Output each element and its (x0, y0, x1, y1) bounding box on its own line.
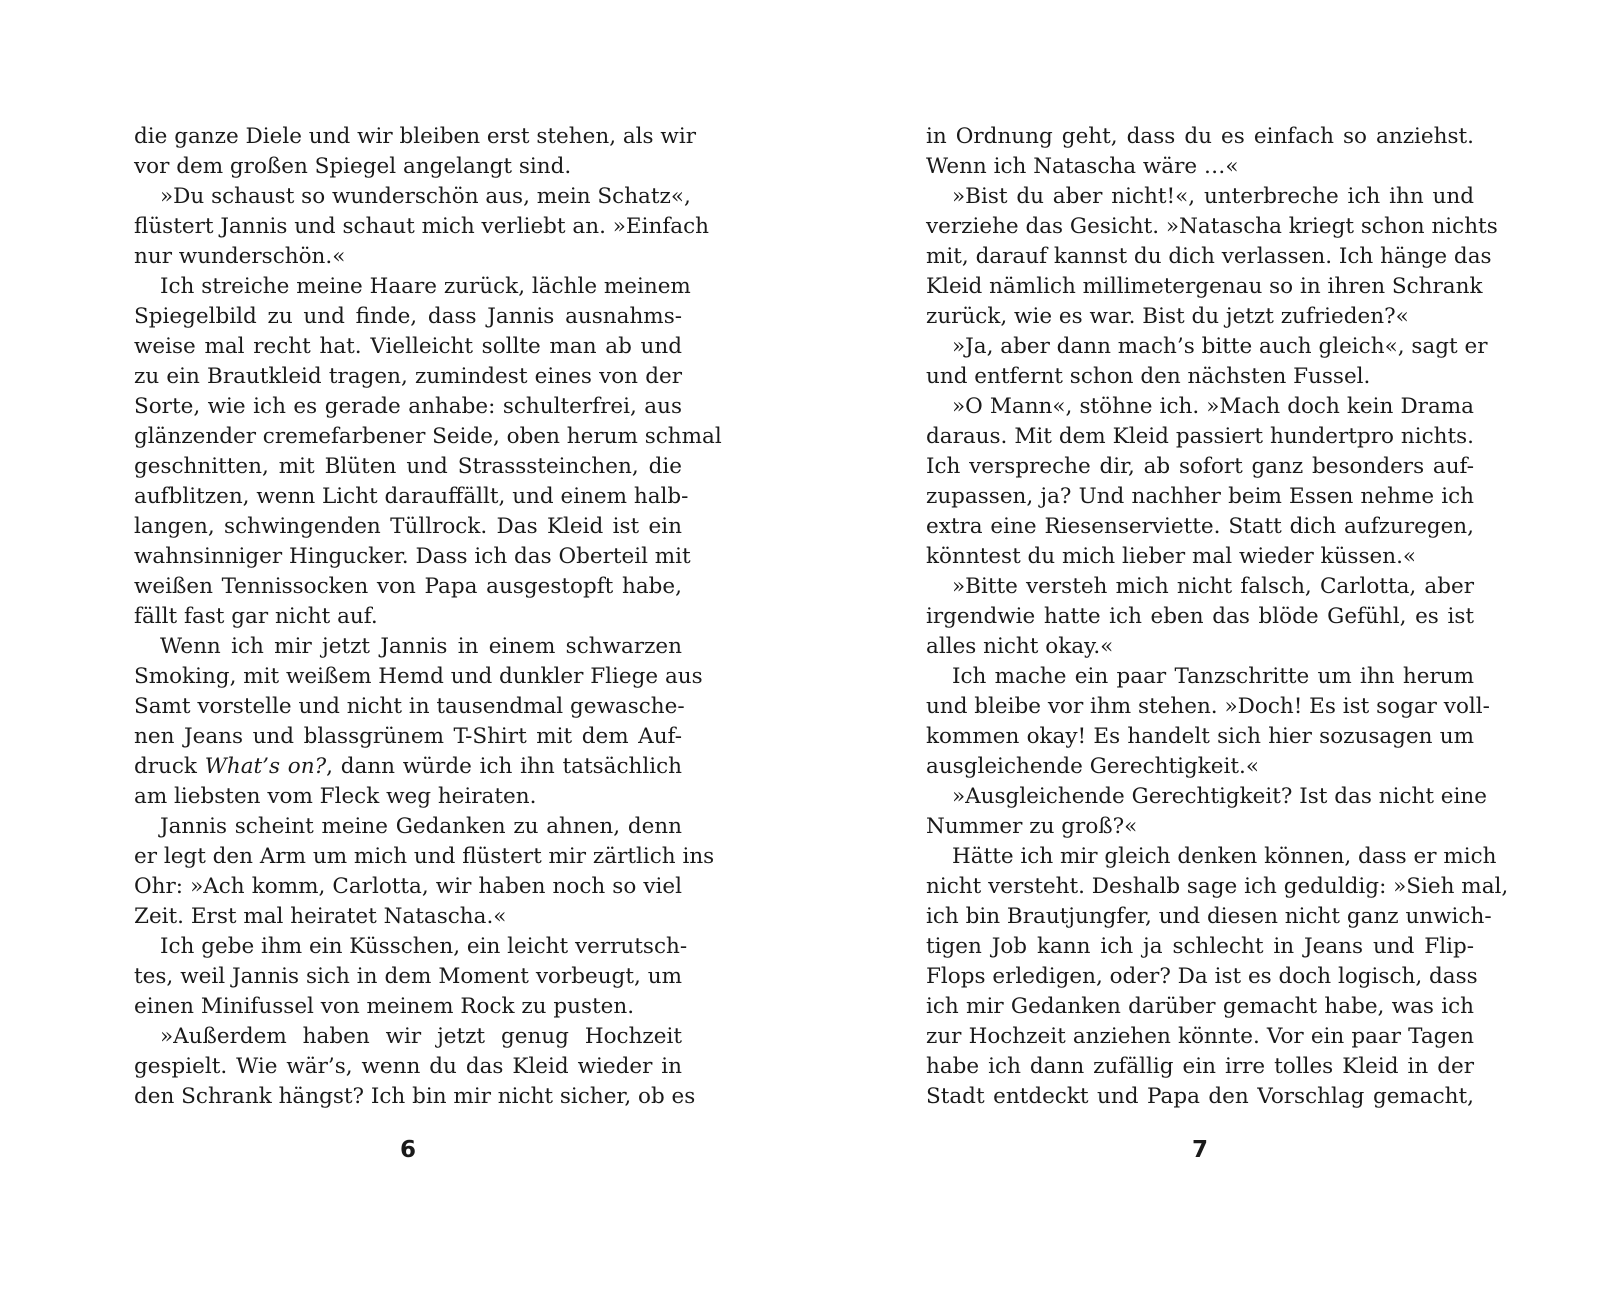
text-line (926, 782, 1487, 812)
text-line-content: nur wunderschön.« (134, 244, 346, 269)
text-line-content: und entfernt schon den nächsten Fussel. (926, 364, 1371, 389)
text-line (926, 1052, 1474, 1082)
text-line-content: Stadt entdeckt und Papa den Vorschlag gemacht, (926, 1084, 1474, 1109)
text-line (134, 182, 691, 212)
text-line-content: nicht versteht. Deshalb sage ich geduldig: »Sieh mal, (926, 874, 1509, 899)
text-line (926, 482, 1474, 512)
text-line-content: wahnsinniger Hingucker. Dass ich das Oberteil mit (134, 544, 691, 569)
text-line (134, 722, 682, 752)
text-line-content: Ohr: »Ach komm, Carlotta, wir haben noch so viel (134, 874, 682, 899)
text-line (134, 332, 682, 362)
text-line (926, 722, 1474, 752)
text-line-content: Samt vorstelle und nicht in tausendmal gewasche- (134, 694, 685, 719)
text-line (134, 362, 682, 392)
text-line (926, 752, 1474, 782)
text-line-content: die ganze Diele und wir bleiben erst stehen, als wir (134, 124, 696, 149)
text-line-content: Ich streiche meine Haare zurück, lächle meinem (160, 274, 691, 299)
text-line (926, 362, 1474, 392)
text-line-content: mit, darauf kannst du dich verlassen. Ich hänge das (926, 244, 1492, 269)
text-line-content: in Ordnung geht, dass du es einfach so anziehst. (926, 124, 1474, 149)
text-line-content: und bleibe vor ihm stehen. »Doch! Es ist sogar voll- (926, 694, 1490, 719)
text-line (926, 992, 1474, 1022)
text-line-content: Flops erledigen, oder? Da ist es doch logisch, dass (926, 964, 1478, 989)
text-line-content: Wenn ich Natascha wäre …« (926, 154, 1239, 179)
text-line (134, 212, 709, 242)
text-line-content: »Bist du aber nicht!«, unterbreche ich ihn und (952, 184, 1474, 209)
text-line-content: Wenn ich mir jetzt Jannis in einem schwarzen (160, 634, 682, 659)
text-line-content: irgendwie hatte ich eben das blöde Gefühl, es ist (926, 604, 1474, 629)
text-line (926, 302, 1474, 332)
text-line (926, 1082, 1474, 1112)
text-line-continuation: , dann würde ich ihn tatsächlich (326, 754, 682, 779)
text-line (134, 242, 682, 272)
text-line-content: Spiegelbild zu und finde, dass Jannis ausnahms- (134, 304, 682, 329)
text-line (926, 422, 1474, 452)
text-line-content: vor dem großen Spiegel angelangt sind. (134, 154, 572, 179)
text-line-content: alles nicht okay.« (926, 634, 1114, 659)
text-line (926, 452, 1474, 482)
text-line-content: Ich mache ein paar Tanzschritte um ihn herum (952, 664, 1474, 689)
text-line-content: druck (134, 754, 205, 779)
text-line-content: Smoking, mit weißem Hemd und dunkler Fliege aus (134, 664, 703, 689)
text-line (134, 302, 682, 332)
text-line-content: Nummer zu groß?« (926, 814, 1138, 839)
text-line (134, 1022, 682, 1052)
text-line-content: einen Minifussel von meinem Rock zu pusten. (134, 994, 635, 1019)
text-line-content: »Ausgleichende Gerechtigkeit? Ist das nicht eine (952, 784, 1487, 809)
text-line-content: »Bitte versteh mich nicht falsch, Carlotta, aber (952, 574, 1474, 599)
text-line (134, 1082, 696, 1112)
text-line (926, 932, 1474, 962)
text-line-content: am liebsten vom Fleck weg heiraten. (134, 784, 537, 809)
text-line-content: er legt den Arm um mich und flüstert mir zärtlich ins (134, 844, 715, 869)
text-line (926, 872, 1509, 902)
left-page-text (134, 122, 722, 1112)
right-page-text (926, 122, 1509, 1112)
text-line-content: gespielt. Wie wär’s, wenn du das Kleid wieder in (134, 1054, 682, 1079)
text-line (926, 542, 1474, 572)
text-line-content: zur Hochzeit anziehen könnte. Vor ein paar Tagen (926, 1024, 1474, 1049)
text-line (134, 602, 682, 632)
text-line (134, 422, 722, 452)
text-line-content: weißen Tennissocken von Papa ausgestopft habe, (134, 574, 682, 599)
text-line-content: zupassen, ja? Und nachher beim Essen nehme ich (926, 484, 1474, 509)
text-line (134, 392, 682, 422)
text-line (134, 122, 696, 152)
text-line-content: Hätte ich mir gleich denken können, dass er mich (952, 844, 1497, 869)
left-page-number: 6 (399, 1137, 416, 1163)
text-line (134, 272, 691, 302)
text-line-content: kommen okay! Es handelt sich hier sozusagen um (926, 724, 1474, 749)
text-line-content: Ich gebe ihm ein Küsschen, ein leicht verrutsch- (160, 934, 688, 959)
right-page-number: 7 (1191, 1137, 1208, 1163)
text-line (926, 902, 1492, 932)
text-line (134, 572, 682, 602)
text-line-content: glänzender cremefarbener Seide, oben herum schmal (134, 424, 722, 449)
text-line-content: nen Jeans und blassgrünem T-Shirt mit dem Auf- (134, 724, 682, 749)
text-line (926, 512, 1474, 542)
text-line-content: flüstert Jannis und schaut mich verliebt an. »Einfach (134, 214, 709, 239)
text-line-content: »Ja, aber dann mach’s bitte auch gleich«, sagt er (952, 334, 1488, 359)
text-line (134, 542, 691, 572)
text-line-content: »Außerdem haben wir jetzt genug Hochzeit (160, 1024, 682, 1049)
text-line (134, 872, 682, 902)
text-line (926, 692, 1490, 722)
text-line (926, 662, 1474, 692)
text-line (134, 512, 682, 542)
text-line-content: Zeit. Erst mal heiratet Natascha.« (134, 904, 507, 929)
text-line-content: verziehe das Gesicht. »Natascha kriegt schon nichts (926, 214, 1498, 239)
text-line (134, 1052, 682, 1082)
text-line-content: Sorte, wie ich es gerade anhabe: schulterfrei, aus (134, 394, 682, 419)
text-line (926, 242, 1492, 272)
text-line (134, 662, 703, 692)
text-line-content: tes, weil Jannis sich in dem Moment vorbeugt, um (134, 964, 682, 989)
text-line-content: geschnitten, mit Blüten und Strasssteinchen, die (134, 454, 682, 479)
text-line (134, 782, 682, 812)
text-line-content: langen, schwingenden Tüllrock. Das Kleid ist ein (134, 514, 682, 539)
text-line (134, 842, 715, 872)
italic-title: What’s on? (204, 754, 327, 779)
text-line (926, 182, 1474, 212)
text-line (134, 992, 682, 1022)
text-line-content: daraus. Mit dem Kleid passiert hundertpro nichts. (926, 424, 1474, 449)
text-line (926, 272, 1483, 302)
text-line (926, 212, 1498, 242)
text-line (134, 752, 682, 782)
text-line-content: »Du schaust so wunderschön aus, mein Schatz«, (160, 184, 691, 209)
text-line-content: zu ein Brautkleid tragen, zumindest eines von der (134, 364, 682, 389)
text-line (926, 392, 1474, 422)
text-line-content: könntest du mich lieber mal wieder küssen.« (926, 544, 1417, 569)
text-line (926, 632, 1474, 662)
text-line-content: weise mal recht hat. Vielleicht sollte man ab und (134, 334, 682, 359)
text-line-content: ich bin Brautjungfer, und diesen nicht ganz unwich- (926, 904, 1492, 929)
text-line (926, 152, 1474, 182)
text-line-content: »O Mann«, stöhne ich. »Mach doch kein Drama (952, 394, 1474, 419)
text-line (926, 812, 1474, 842)
text-line (926, 1022, 1474, 1052)
text-line (926, 332, 1488, 362)
text-line-content: tigen Job kann ich ja schlecht in Jeans und Flip- (926, 934, 1474, 959)
text-line (926, 572, 1474, 602)
text-line (134, 902, 682, 932)
text-line-content: ausgleichende Gerechtigkeit.« (926, 754, 1260, 779)
text-line (926, 962, 1478, 992)
text-line (134, 812, 682, 842)
text-line (926, 602, 1474, 632)
text-line-content: fällt fast gar nicht auf. (134, 604, 378, 629)
text-line-content: habe ich dann zufällig ein irre tolles Kleid in der (926, 1054, 1474, 1079)
text-line-content: Ich verspreche dir, ab sofort ganz besonders auf- (926, 454, 1474, 479)
text-line (926, 842, 1497, 872)
text-line-content: ich mir Gedanken darüber gemacht habe, was ich (926, 994, 1474, 1019)
text-line-content: Jannis scheint meine Gedanken zu ahnen, denn (160, 814, 682, 839)
text-line (134, 152, 682, 182)
text-line (134, 632, 682, 662)
text-line-content: aufblitzen, wenn Licht darauffällt, und einem halb- (134, 484, 689, 509)
text-line-content: den Schrank hängst? Ich bin mir nicht sicher, ob es (134, 1084, 696, 1109)
text-line (134, 482, 689, 512)
text-line-content: extra eine Riesenserviette. Statt dich aufzuregen, (926, 514, 1474, 539)
text-line (926, 122, 1474, 152)
text-line-content: zurück, wie es war. Bist du jetzt zufrieden?« (926, 304, 1409, 329)
text-line (134, 692, 685, 722)
text-line (134, 962, 682, 992)
text-line (134, 932, 688, 962)
text-line-content: Kleid nämlich millimetergenau so in ihren Schrank (926, 274, 1483, 299)
text-line (134, 452, 682, 482)
